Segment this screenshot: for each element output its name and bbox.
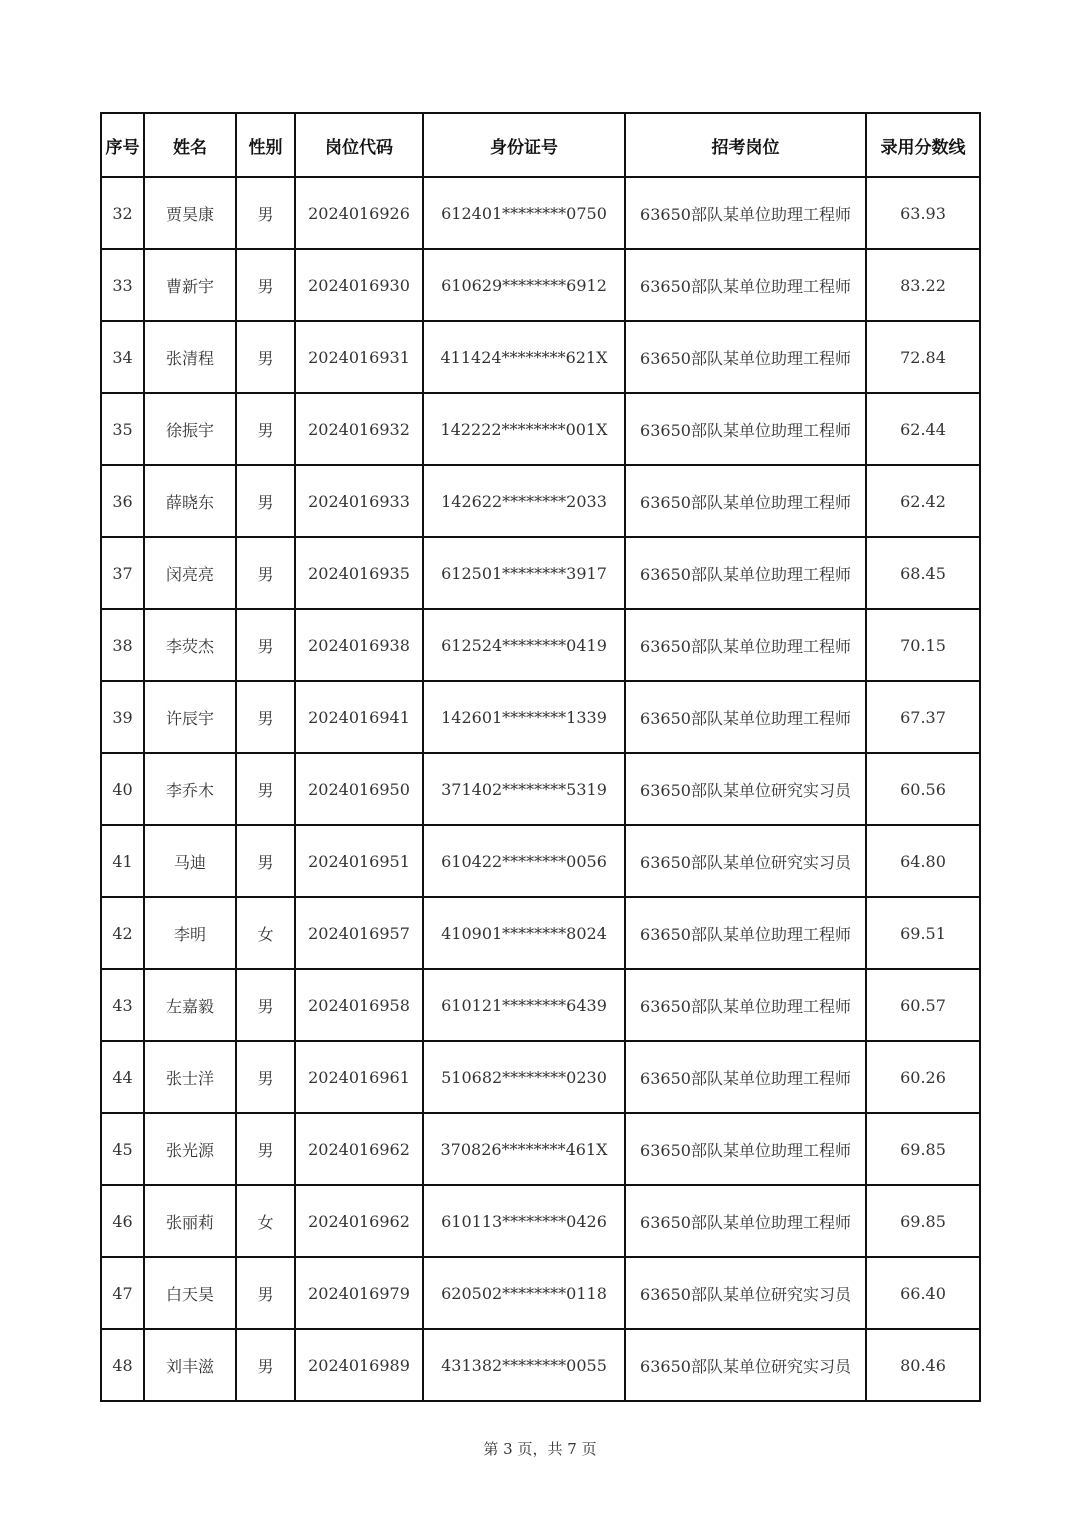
cell-serial: 38 bbox=[101, 609, 144, 681]
cell-post-code: 2024016958 bbox=[295, 969, 423, 1041]
cell-name: 李明 bbox=[144, 897, 236, 969]
cell-position: 63650部队某单位助理工程师 bbox=[625, 897, 866, 969]
cell-id-number: 431382********0055 bbox=[423, 1329, 625, 1401]
cell-score: 62.42 bbox=[866, 465, 980, 537]
cell-gender: 男 bbox=[236, 969, 295, 1041]
cell-gender: 男 bbox=[236, 393, 295, 465]
table-row bbox=[101, 681, 980, 753]
cell-post-code: 2024016989 bbox=[295, 1329, 423, 1401]
cell-name: 薛晓东 bbox=[144, 465, 236, 537]
table-row bbox=[101, 1113, 980, 1185]
cell-score: 62.44 bbox=[866, 393, 980, 465]
cell-position: 63650部队某单位助理工程师 bbox=[625, 609, 866, 681]
table-row bbox=[101, 1185, 980, 1257]
cell-position: 63650部队某单位助理工程师 bbox=[625, 537, 866, 609]
table-row bbox=[101, 393, 980, 465]
page-number-footer: 第 3 页，共 7 页 bbox=[483, 1440, 597, 1458]
cell-id-number: 411424********621X bbox=[423, 321, 625, 393]
cell-score: 60.56 bbox=[866, 753, 980, 825]
cell-id-number: 612501********3917 bbox=[423, 537, 625, 609]
cell-score: 63.93 bbox=[866, 177, 980, 249]
cell-score: 72.84 bbox=[866, 321, 980, 393]
table-row bbox=[101, 249, 980, 321]
cell-gender: 男 bbox=[236, 321, 295, 393]
cell-name: 马迪 bbox=[144, 825, 236, 897]
cell-gender: 男 bbox=[236, 609, 295, 681]
cell-gender: 男 bbox=[236, 1041, 295, 1113]
cell-name: 曹新宇 bbox=[144, 249, 236, 321]
cell-position: 63650部队某单位研究实习员 bbox=[625, 1329, 866, 1401]
cell-serial: 44 bbox=[101, 1041, 144, 1113]
cell-gender: 男 bbox=[236, 1257, 295, 1329]
cell-post-code: 2024016957 bbox=[295, 897, 423, 969]
cell-gender: 男 bbox=[236, 753, 295, 825]
cell-gender: 男 bbox=[236, 249, 295, 321]
header-id-number: 身份证号 bbox=[423, 113, 625, 177]
table-row bbox=[101, 609, 980, 681]
cell-gender: 女 bbox=[236, 1185, 295, 1257]
cell-id-number: 620502********0118 bbox=[423, 1257, 625, 1329]
cell-post-code: 2024016933 bbox=[295, 465, 423, 537]
cell-name: 徐振宇 bbox=[144, 393, 236, 465]
cell-name: 李乔木 bbox=[144, 753, 236, 825]
cell-name: 张清程 bbox=[144, 321, 236, 393]
cell-score: 60.26 bbox=[866, 1041, 980, 1113]
table-row bbox=[101, 1257, 980, 1329]
cell-score: 70.15 bbox=[866, 609, 980, 681]
cell-serial: 40 bbox=[101, 753, 144, 825]
header-name: 姓名 bbox=[144, 113, 236, 177]
cell-position: 63650部队某单位助理工程师 bbox=[625, 321, 866, 393]
cell-post-code: 2024016961 bbox=[295, 1041, 423, 1113]
table-row bbox=[101, 825, 980, 897]
table-row bbox=[101, 1041, 980, 1113]
cell-serial: 35 bbox=[101, 393, 144, 465]
table-row bbox=[101, 1329, 980, 1401]
cell-post-code: 2024016938 bbox=[295, 609, 423, 681]
cell-serial: 48 bbox=[101, 1329, 144, 1401]
cell-post-code: 2024016962 bbox=[295, 1113, 423, 1185]
cell-id-number: 610121********6439 bbox=[423, 969, 625, 1041]
cell-position: 63650部队某单位助理工程师 bbox=[625, 465, 866, 537]
header-score-line: 录用分数线 bbox=[866, 113, 980, 177]
cell-id-number: 142222********001X bbox=[423, 393, 625, 465]
table-row bbox=[101, 969, 980, 1041]
cell-post-code: 2024016962 bbox=[295, 1185, 423, 1257]
cell-gender: 男 bbox=[236, 465, 295, 537]
cell-position: 63650部队某单位研究实习员 bbox=[625, 753, 866, 825]
cell-id-number: 142601********1339 bbox=[423, 681, 625, 753]
cell-gender: 男 bbox=[236, 177, 295, 249]
cell-gender: 男 bbox=[236, 537, 295, 609]
candidate-table bbox=[100, 112, 981, 1402]
cell-name: 左嘉毅 bbox=[144, 969, 236, 1041]
cell-name: 许辰宇 bbox=[144, 681, 236, 753]
cell-id-number: 510682********0230 bbox=[423, 1041, 625, 1113]
cell-score: 60.57 bbox=[866, 969, 980, 1041]
cell-gender: 女 bbox=[236, 897, 295, 969]
cell-position: 63650部队某单位研究实习员 bbox=[625, 1257, 866, 1329]
cell-post-code: 2024016935 bbox=[295, 537, 423, 609]
cell-position: 63650部队某单位助理工程师 bbox=[625, 249, 866, 321]
cell-id-number: 610422********0056 bbox=[423, 825, 625, 897]
cell-position: 63650部队某单位研究实习员 bbox=[625, 825, 866, 897]
cell-post-code: 2024016950 bbox=[295, 753, 423, 825]
cell-name: 刘丰滋 bbox=[144, 1329, 236, 1401]
table-row bbox=[101, 897, 980, 969]
cell-gender: 男 bbox=[236, 1329, 295, 1401]
cell-score: 64.80 bbox=[866, 825, 980, 897]
cell-id-number: 610629********6912 bbox=[423, 249, 625, 321]
cell-name: 张丽莉 bbox=[144, 1185, 236, 1257]
header-gender: 性别 bbox=[236, 113, 295, 177]
cell-post-code: 2024016979 bbox=[295, 1257, 423, 1329]
cell-post-code: 2024016951 bbox=[295, 825, 423, 897]
cell-post-code: 2024016930 bbox=[295, 249, 423, 321]
cell-position: 63650部队某单位助理工程师 bbox=[625, 969, 866, 1041]
cell-position: 63650部队某单位助理工程师 bbox=[625, 1041, 866, 1113]
cell-gender: 男 bbox=[236, 825, 295, 897]
cell-position: 63650部队某单位助理工程师 bbox=[625, 681, 866, 753]
table-row bbox=[101, 537, 980, 609]
cell-score: 68.45 bbox=[866, 537, 980, 609]
cell-name: 张士洋 bbox=[144, 1041, 236, 1113]
cell-name: 白天昊 bbox=[144, 1257, 236, 1329]
header-post-code: 岗位代码 bbox=[295, 113, 423, 177]
table-row bbox=[101, 177, 980, 249]
cell-score: 66.40 bbox=[866, 1257, 980, 1329]
cell-name: 贾昊康 bbox=[144, 177, 236, 249]
cell-score: 80.46 bbox=[866, 1329, 980, 1401]
cell-serial: 33 bbox=[101, 249, 144, 321]
header-position: 招考岗位 bbox=[625, 113, 866, 177]
cell-id-number: 142622********2033 bbox=[423, 465, 625, 537]
table-header-row bbox=[101, 113, 980, 177]
cell-id-number: 410901********8024 bbox=[423, 897, 625, 969]
cell-position: 63650部队某单位助理工程师 bbox=[625, 393, 866, 465]
cell-serial: 37 bbox=[101, 537, 144, 609]
cell-score: 69.51 bbox=[866, 897, 980, 969]
cell-name: 张光源 bbox=[144, 1113, 236, 1185]
cell-serial: 36 bbox=[101, 465, 144, 537]
cell-name: 李荧杰 bbox=[144, 609, 236, 681]
cell-serial: 45 bbox=[101, 1113, 144, 1185]
cell-serial: 39 bbox=[101, 681, 144, 753]
cell-post-code: 2024016941 bbox=[295, 681, 423, 753]
cell-serial: 46 bbox=[101, 1185, 144, 1257]
cell-score: 83.22 bbox=[866, 249, 980, 321]
cell-serial: 47 bbox=[101, 1257, 144, 1329]
cell-position: 63650部队某单位助理工程师 bbox=[625, 1185, 866, 1257]
cell-id-number: 610113********0426 bbox=[423, 1185, 625, 1257]
cell-post-code: 2024016926 bbox=[295, 177, 423, 249]
cell-position: 63650部队某单位助理工程师 bbox=[625, 1113, 866, 1185]
cell-serial: 42 bbox=[101, 897, 144, 969]
cell-id-number: 612524********0419 bbox=[423, 609, 625, 681]
cell-score: 69.85 bbox=[866, 1185, 980, 1257]
table-row bbox=[101, 753, 980, 825]
cell-position: 63650部队某单位助理工程师 bbox=[625, 177, 866, 249]
cell-serial: 43 bbox=[101, 969, 144, 1041]
header-serial: 序号 bbox=[101, 113, 144, 177]
table-row bbox=[101, 465, 980, 537]
cell-gender: 男 bbox=[236, 681, 295, 753]
cell-id-number: 370826********461X bbox=[423, 1113, 625, 1185]
cell-gender: 男 bbox=[236, 1113, 295, 1185]
cell-id-number: 371402********5319 bbox=[423, 753, 625, 825]
cell-serial: 34 bbox=[101, 321, 144, 393]
cell-score: 69.85 bbox=[866, 1113, 980, 1185]
cell-serial: 41 bbox=[101, 825, 144, 897]
cell-name: 闵亮亮 bbox=[144, 537, 236, 609]
cell-id-number: 612401********0750 bbox=[423, 177, 625, 249]
cell-score: 67.37 bbox=[866, 681, 980, 753]
cell-serial: 32 bbox=[101, 177, 144, 249]
cell-post-code: 2024016931 bbox=[295, 321, 423, 393]
table-row bbox=[101, 321, 980, 393]
cell-post-code: 2024016932 bbox=[295, 393, 423, 465]
